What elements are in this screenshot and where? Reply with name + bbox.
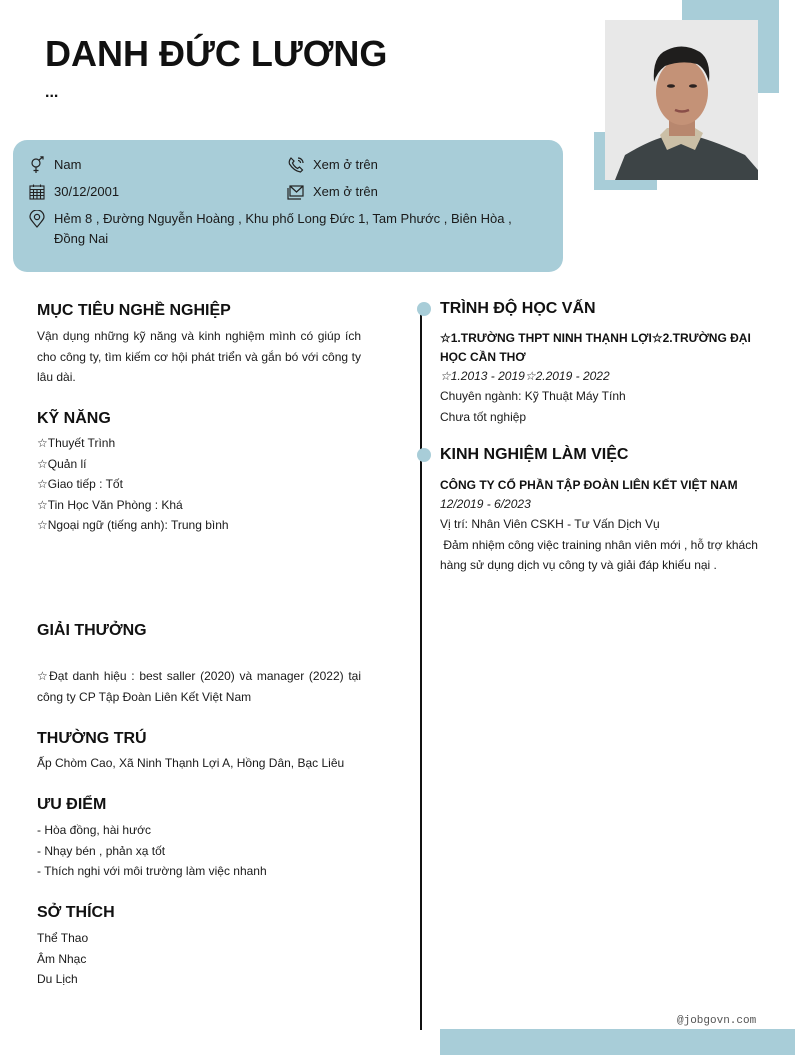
contact-phone [287,155,378,175]
section-skills [37,409,361,536]
skill-item: ☆Quản lí [37,456,87,471]
profile-photo [605,20,758,180]
timeline-line [420,310,422,1030]
strength-item: - Hòa đồng, hài hước [37,823,151,837]
email-value: Xem ở trên [313,184,378,199]
section-residence [37,729,361,774]
section-title: KỸ NĂNG [37,410,111,427]
objective-text: Vận dụng những kỹ năng và kinh nghiệm mình có giúp ích cho công ty, tìm kiếm cơ hội phát triển và gắn bó với công ty lâu dài. [37,329,361,384]
section-strengths [37,795,361,882]
section-title: SỞ THÍCH [37,904,115,921]
contact-gender [28,155,81,175]
section-career-objective [37,301,361,388]
gender-value: Nam [54,157,82,172]
experience-company: CÔNG TY CỔ PHẦN TẬP ĐOÀN LIÊN KẾT VIỆT NAM [440,478,738,492]
candidate-name: DANH ĐỨC LƯƠNG [45,33,388,74]
section-education [440,299,770,427]
timeline-dot-experience [417,448,431,462]
education-period: ☆1.2013 - 2019☆2.2019 - 2022 [440,369,610,383]
skill-item: ☆Thuyết Trình [37,436,116,450]
mail-icon [287,183,305,201]
experience-period: 12/2019 - 6/2023 [440,497,531,511]
skill-item: ☆Tin Học Văn Phòng : Khá [37,497,183,512]
awards-text: ☆Đạt danh hiệu : best saller (2020) và manager (2022) tại công ty CP Tập Đoàn Liên Kết Việt Nam [37,669,361,704]
strength-item: - Nhạy bén , phản xạ tốt [37,843,166,858]
section-title: THƯỜNG TRÚ [37,730,147,747]
experience-position: Vị trí: Nhân Viên CSKH - Tư Vấn Dịch Vụ [440,517,660,531]
hobby-item: Âm Nhạc [37,951,87,966]
hobby-item: Du Lịch [37,972,78,986]
experience-description: Đảm nhiệm công việc training nhân viên mới , hỗ trợ khách hàng sử dụng dịch vụ công ty và giải đáp khiếu nại . [440,537,762,572]
residence-text: Ấp Chòm Cao, Xã Ninh Thạnh Lợi A, Hồng Dân, Bạc Liêu [37,756,345,770]
education-status: Chưa tốt nghiệp [440,409,527,424]
decorative-footer-bar [440,1029,795,1055]
calendar-icon [28,183,46,201]
contact-dob [28,182,119,202]
section-title: KINH NGHIỆM LÀM VIỆC [440,446,629,463]
dob-value: 30/12/2001 [54,184,120,199]
phone-value: Xem ở trên [313,157,378,172]
section-experience [440,445,770,576]
section-hobbies [37,903,361,990]
hobby-item: Thể Thao [37,931,89,945]
education-major: Chuyên ngành: Kỹ Thuật Máy Tính [440,389,626,403]
section-awards [37,621,361,707]
address-value: Hẻm 8 , Đường Nguyễn Hoàng , Khu phố Long Đức 1, Tam Phước , Biên Hòa , Đồng Nai [54,211,512,246]
contact-email [287,182,378,202]
section-title: GIẢI THƯỞNG [37,622,147,639]
contact-address [28,209,528,249]
location-pin-icon [28,210,46,228]
timeline-dot-education [417,302,431,316]
contact-info-panel [13,140,563,272]
strength-item: - Thích nghi với môi trường làm việc nhanh [37,864,267,878]
candidate-subtitle: ... [45,84,59,101]
phone-icon [287,156,305,174]
skill-item: ☆Giao tiếp : Tốt [37,477,123,491]
section-title: ƯU ĐIỂM [37,796,107,813]
section-title: MỤC TIÊU NGHỀ NGHIỆP [37,302,231,319]
section-title: TRÌNH ĐỘ HỌC VẤN [440,300,596,317]
education-schools: ☆1.TRƯỜNG THPT NINH THẠNH LỢI☆2.TRƯỜNG ĐẠI HỌC CẦN THƠ [440,331,751,364]
gender-icon [28,156,46,174]
watermark: @jobgovn.com [677,1015,757,1027]
skill-item: ☆Ngoại ngữ (tiếng anh): Trung bình [37,518,229,532]
